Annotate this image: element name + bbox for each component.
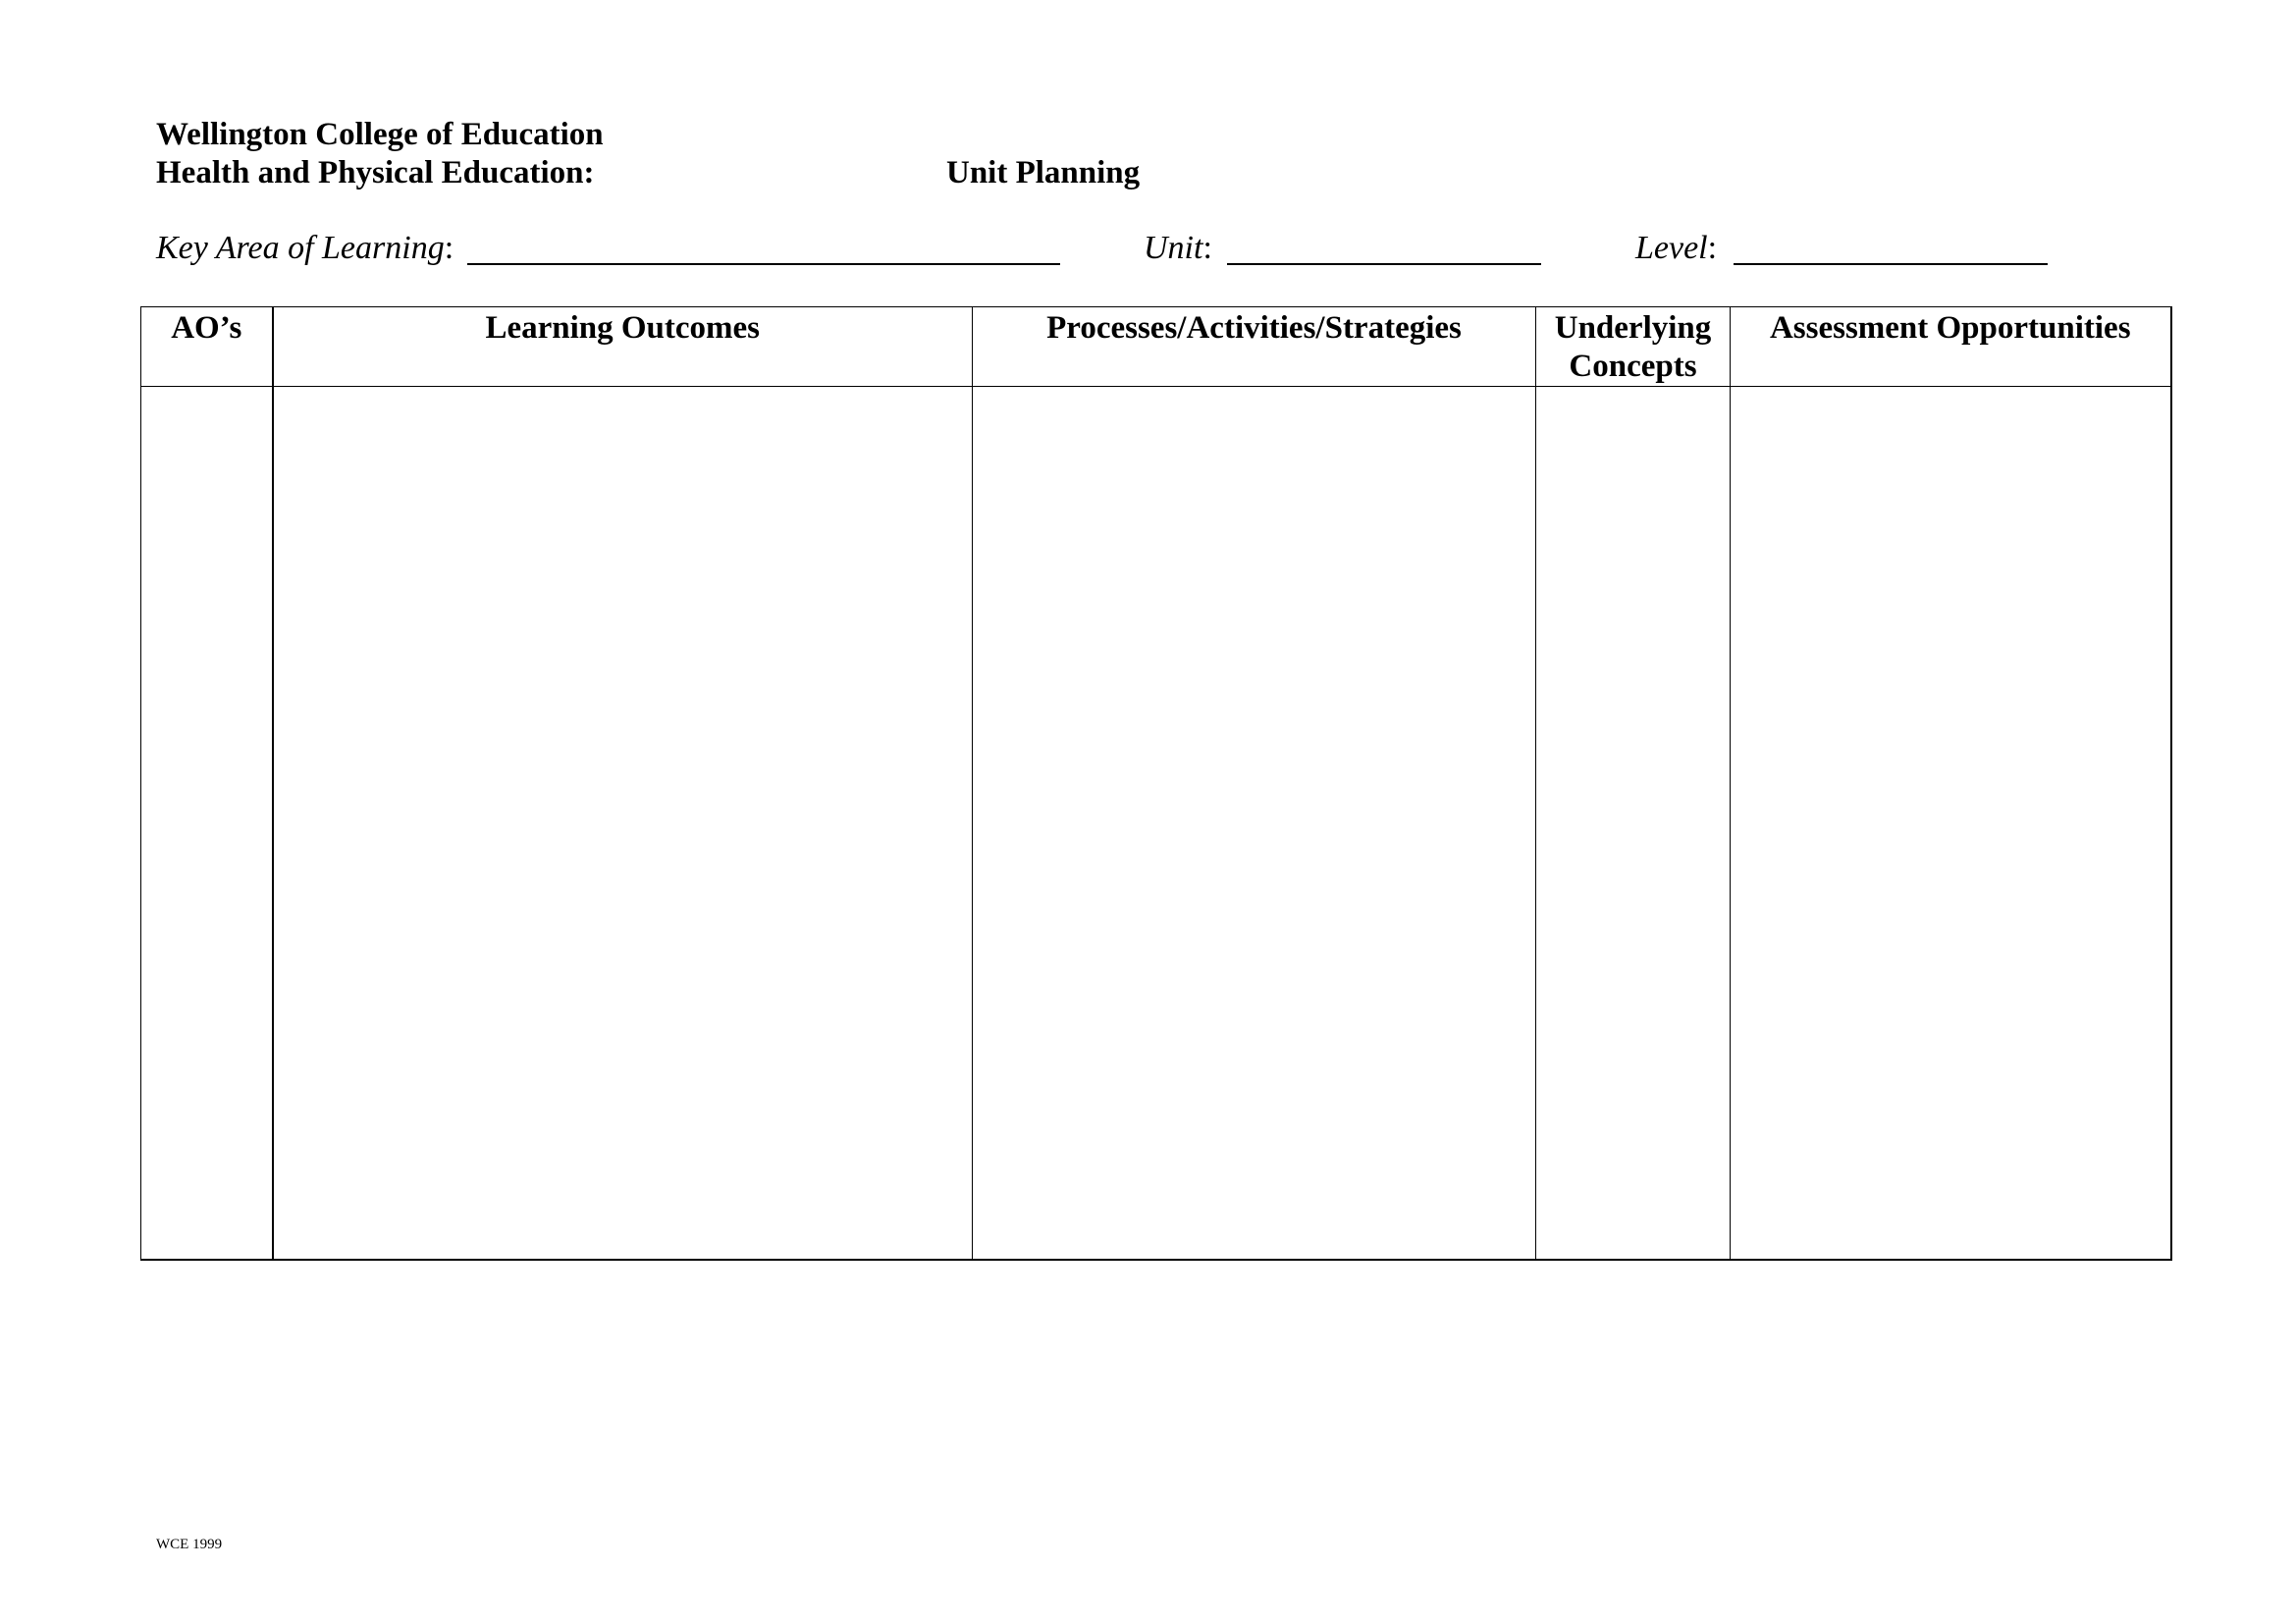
aos-cell[interactable] [141,387,273,1261]
key-area-blank[interactable] [467,263,1060,265]
column-header-underlying-concepts: Underlying Concepts [1536,307,1731,387]
column-header-learning-outcomes: Learning Outcomes [273,307,973,387]
key-area-field-label [156,232,454,265]
institution-name: Wellington College of Education [156,117,604,152]
processes-cell[interactable] [973,387,1536,1261]
level-blank[interactable] [1734,263,2048,265]
unit-blank[interactable] [1227,263,1541,265]
level-colon: : [1707,230,1718,266]
learning-outcomes-cell[interactable] [273,387,973,1261]
table-row [141,387,2171,1261]
column-header-aos: AO’s [141,307,273,387]
underlying-concepts-cell[interactable] [1536,387,1731,1261]
assessment-cell[interactable] [1731,387,2171,1261]
table-header-row [141,307,2171,387]
department-name: Health and Physical Education: [156,155,595,190]
form-title: Unit Planning [946,155,1141,190]
key-area-colon: : [444,230,454,266]
level-field-label [1635,232,1717,265]
column-header-processes: Processes/Activities/Strategies [973,307,1536,387]
column-header-assessment: Assessment Opportunities [1731,307,2171,387]
key-area-label: Key Area of Learning [156,230,445,266]
level-label: Level [1635,230,1708,266]
unit-planning-table [140,306,2172,1261]
unit-label: Unit [1144,230,1203,266]
footer-code: WCE 1999 [156,1537,223,1552]
unit-colon: : [1202,230,1212,266]
unit-field-label [1144,232,1212,265]
